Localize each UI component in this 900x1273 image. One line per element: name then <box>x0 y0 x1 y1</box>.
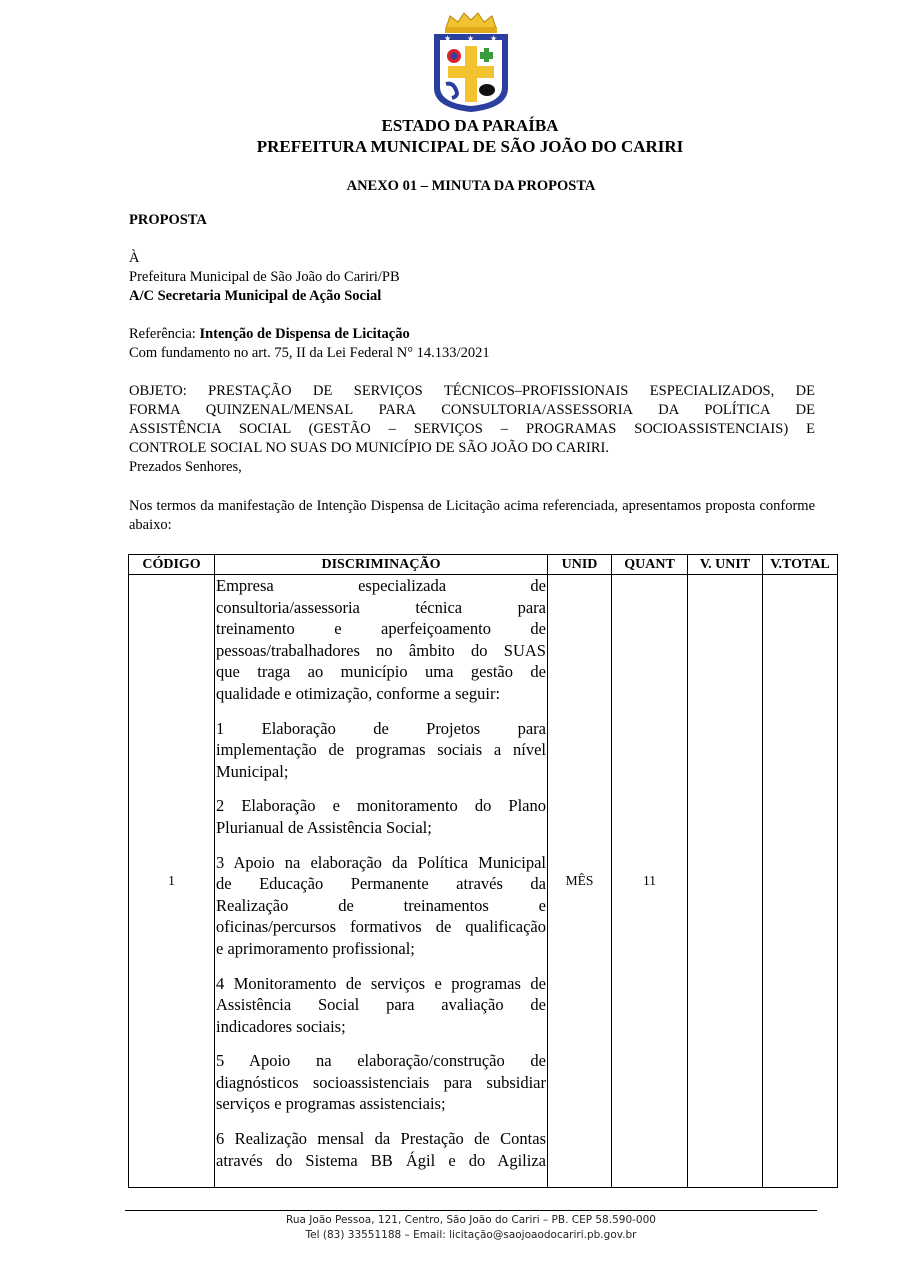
description-line: Municipal; <box>216 761 289 781</box>
description-line: que traga ao município uma gestão de <box>216 662 546 682</box>
col-header-total-value: V.TOTAL <box>763 555 838 575</box>
description-line: indicadores sociais; <box>216 1016 346 1036</box>
description-line: de Educação Permanente através da <box>216 874 546 894</box>
cell-description <box>215 575 548 1188</box>
description-line: 3 Apoio na elaboração da Política Municipal <box>216 852 546 872</box>
description-line: Plurianual de Assistência Social; <box>216 817 432 837</box>
object-line: OBJETO: PRESTAÇÃO DE SERVIÇOS TÉCNICOS–PROFISSIONAIS ESPECIALIZADOS, DE <box>129 383 815 399</box>
greeting: Prezados Senhores, <box>129 459 242 475</box>
object-line: ASSISTÊNCIA SOCIAL (GESTÃO – SERVIÇOS – PROGRAMAS SOCIOASSISTENCIAIS) E <box>129 421 815 437</box>
annex-title: ANEXO 01 – MINUTA DA PROPOSTA <box>346 178 596 194</box>
cell-total-value <box>763 575 838 1188</box>
proposal-label: PROPOSTA <box>129 212 207 228</box>
description-line: Empresa especializada de <box>216 576 546 595</box>
description-line: através do Sistema BB Ágil e do Agiliza <box>216 1150 546 1170</box>
description-paragraph <box>216 575 546 705</box>
recipient-attention: A/C Secretaria Municipal de Ação Social <box>129 288 382 304</box>
description-line: diagnósticos socioassistenciais para subsidiar <box>216 1072 546 1092</box>
table-row <box>129 575 838 1188</box>
cell-unit: MÊS <box>548 575 612 1188</box>
footer-address: Rua João Pessoa, 121, Centro, São João do Cariri – PB. CEP 58.590-000 <box>286 1214 656 1226</box>
object-block <box>129 382 815 477</box>
footer-divider <box>125 1210 817 1211</box>
reference-label: Referência: <box>129 326 200 342</box>
col-header-quantity: QUANT <box>612 555 688 575</box>
reference-block <box>129 325 815 363</box>
cell-unit-value <box>688 575 763 1188</box>
description-paragraph <box>216 718 546 783</box>
description-line: e aprimoramento profissional; <box>216 938 415 958</box>
object-line: FORMA QUINZENAL/MENSAL PARA CONSULTORIA/ASSESSORIA DA POLÍTICA DE <box>129 402 815 418</box>
recipient-block <box>129 249 815 306</box>
description-paragraph <box>216 852 546 960</box>
description-line: consultoria/assessoria técnica para <box>216 597 546 617</box>
description-line: pessoas/trabalhadores no âmbito do SUAS <box>216 640 546 660</box>
state-heading: ESTADO DA PARAÍBA <box>381 116 559 135</box>
description-paragraph <box>216 1050 546 1115</box>
proposal-table <box>128 554 838 1188</box>
description-line: qualidade e otimização, conforme a seguir: <box>216 683 501 703</box>
cell-quantity: 11 <box>612 575 688 1188</box>
col-header-code: CÓDIGO <box>129 555 215 575</box>
svg-text:★: ★ <box>444 34 452 43</box>
svg-text:★: ★ <box>467 34 475 43</box>
description-line: 6 Realização mensal da Prestação de Contas <box>216 1129 546 1149</box>
col-header-unit-value: V. UNIT <box>688 555 763 575</box>
svg-text:★: ★ <box>490 34 498 43</box>
description-line: treinamento e aperfeiçoamento de <box>216 619 546 639</box>
description-line: Realização de treinamentos e <box>216 895 546 915</box>
recipient-to: À <box>129 250 140 266</box>
reference-basis: Com fundamento no art. 75, II da Lei Federal N° 14.133/2021 <box>129 345 490 361</box>
reference-value: Intenção de Dispensa de Licitação <box>199 326 410 342</box>
description-line: Assistência Social para avaliação de <box>216 995 546 1015</box>
reference-line <box>129 325 815 344</box>
recipient-entity: Prefeitura Municipal de São João do Cariri/PB <box>129 269 400 285</box>
description-line: 1 Elaboração de Projetos para <box>216 718 546 738</box>
description-paragraph <box>216 973 546 1038</box>
description-paragraph <box>216 1128 546 1171</box>
description-line: serviços e programas assistenciais; <box>216 1094 446 1114</box>
cell-code: 1 <box>129 575 215 1188</box>
description-line: 4 Monitoramento de serviços e programas de <box>216 973 546 993</box>
intro-paragraph: Nos termos da manifestação de Intenção Dispensa de Licitação acima referenciada, apresentamos proposta conforme abaixo: <box>129 498 815 533</box>
description-line: implementação de programas sociais a nível <box>216 740 546 760</box>
description-paragraph <box>216 795 546 838</box>
coat-of-arms-logo <box>426 10 516 114</box>
description-line: 2 Elaboração e monitoramento do Plano <box>216 796 546 816</box>
col-header-description: DISCRIMINAÇÃO <box>215 555 548 575</box>
description-line: oficinas/percursos formativos de qualificação <box>216 917 546 937</box>
footer-contact: Tel (83) 33551188 – Email: licitação@saojoaodocariri.pb.gov.br <box>305 1229 637 1241</box>
municipality-heading: PREFEITURA MUNICIPAL DE SÃO JOÃO DO CARIRI <box>256 137 684 156</box>
object-line: CONTROLE SOCIAL NO SUAS DO MUNICÍPIO DE SÃO JOÃO DO CARIRI. <box>129 440 609 456</box>
table-header-row <box>129 555 838 575</box>
description-line: 5 Apoio na elaboração/construção de <box>216 1051 546 1071</box>
col-header-unit: UNID <box>548 555 612 575</box>
